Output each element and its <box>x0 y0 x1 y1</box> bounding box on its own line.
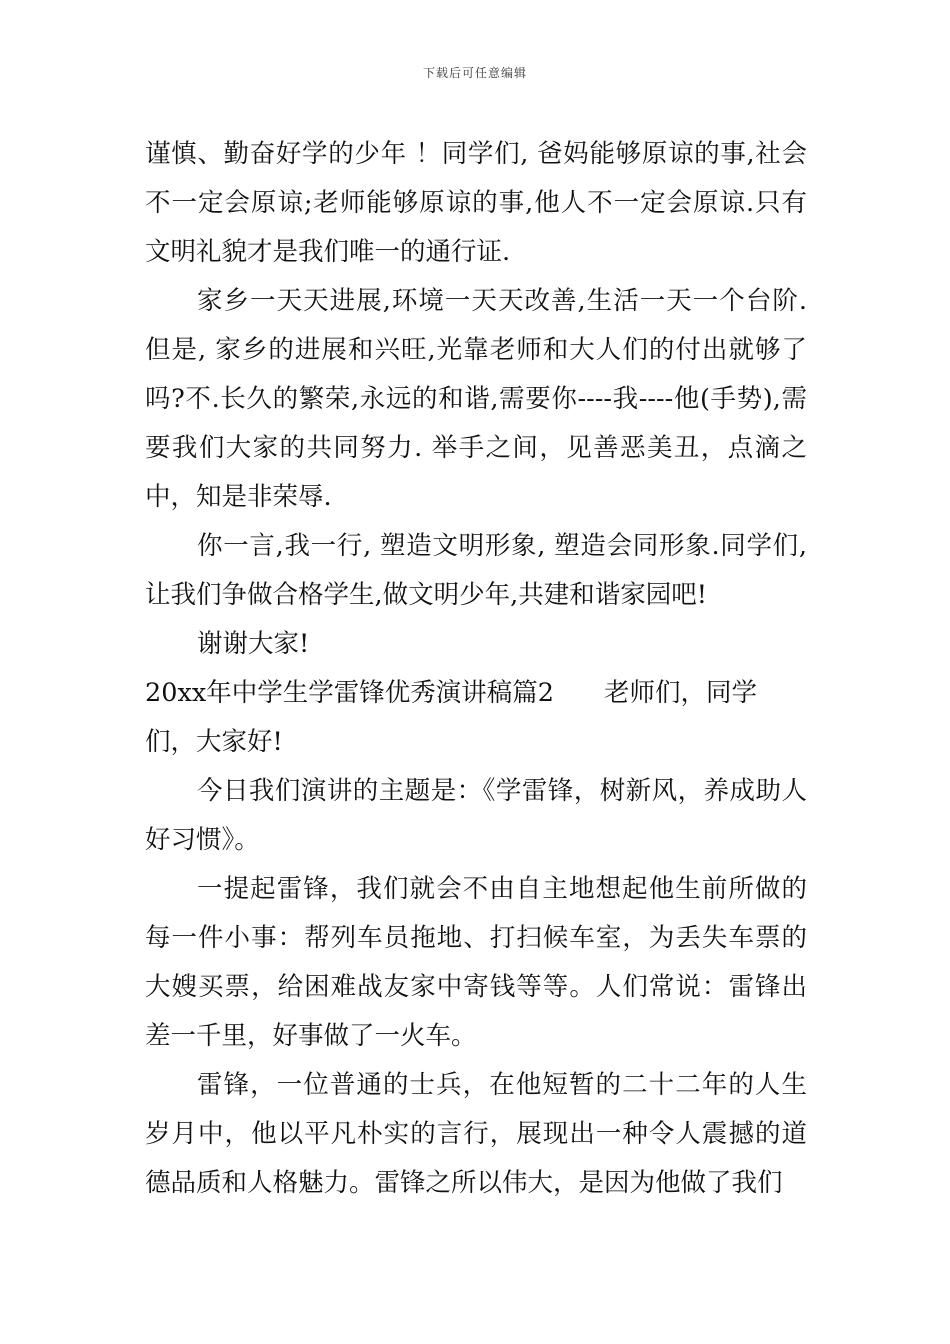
section-greeting: 老师们，同学们，大家好! <box>145 678 757 757</box>
paragraph-7: 雷锋，一位普通的士兵，在他短暂的二十二年的人生岁月中，他以平凡朴实的言行，展现出一种令人震撼的道德品质和人格魅力。雷锋之所以伟大，是因为他做了我们 <box>145 1070 807 1198</box>
section-title: 20xx年中学生学雷锋优秀演讲稿篇2 <box>145 678 554 708</box>
paragraph-thanks: 谢谢大家! <box>197 629 310 659</box>
paragraph-1: 谨慎、勤奋好学的少年 ！同学们, 爸妈能够原谅的事,社会不一定会原谅;老师能够原谅的事,他人不一定会原谅.只有文明礼貌才是我们唯一的通行证. <box>145 139 807 267</box>
paragraph-2: 家乡一天天进展,环境一天天改善,生活一天一个台阶.但是, 家乡的进展和兴旺,光靠老师和大人们的付出就够了吗?不.长久的繁荣,永远的和谐,需要你----我----他(手势),需要我们大家的共同努力. 举手之间，见善恶美丑，点滴之中，知是非荣辱. <box>145 286 807 512</box>
paragraph-5: 今日我们演讲的主题是：《学雷锋，树新风，养成助人好习惯》。 <box>145 776 807 855</box>
paragraph-3: 你一言,我一行, 塑造文明形象, 塑造会同形象.同学们,让我们争做合格学生,做文明少年,共建和谐家园吧! <box>145 531 807 610</box>
paragraph-6: 一提起雷锋，我们就会不由自主地想起他生前所做的每一件小事：帮列车员拖地、打扫候车室，为丢失车票的大嫂买票，给困难战友家中寄钱等等。人们常说：雷锋出差一千里，好事做了一火车。 <box>145 874 807 1051</box>
section-heading <box>145 669 807 767</box>
page-header: 下载后可任意编辑 <box>422 66 527 80</box>
document-body <box>145 130 807 1208</box>
